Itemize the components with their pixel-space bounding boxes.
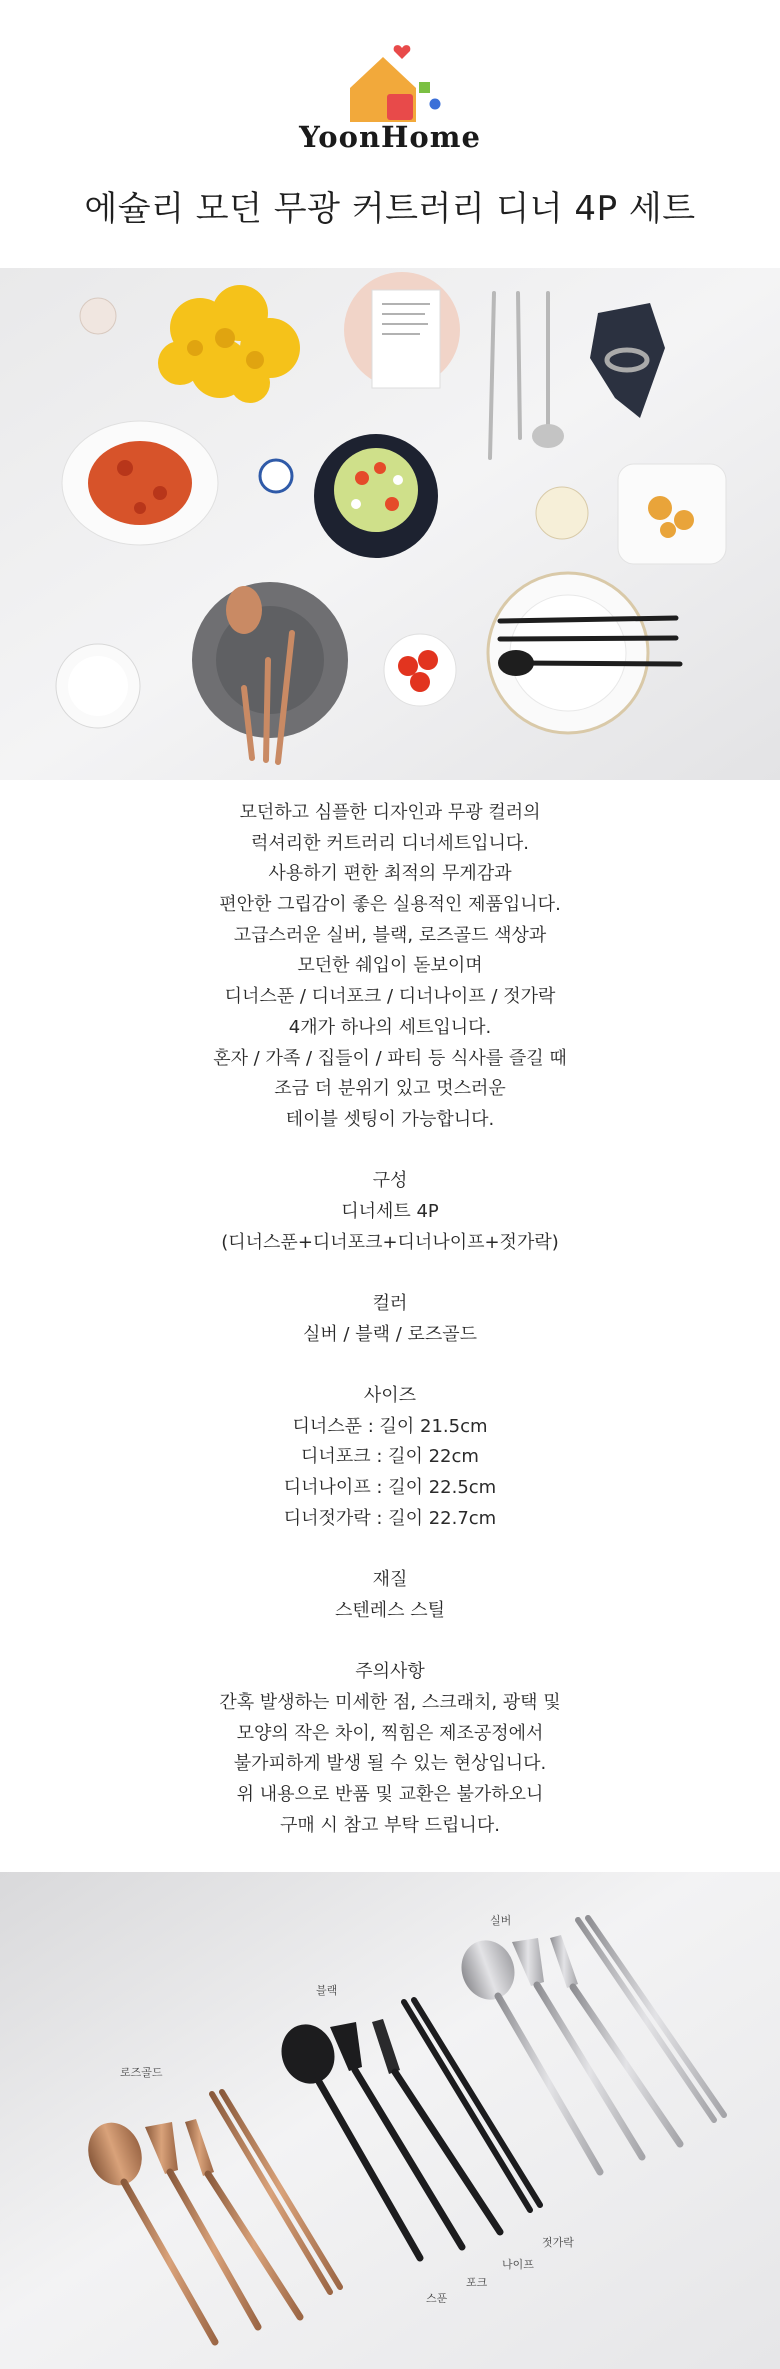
color-line: 실버 / 블랙 / 로즈골드	[302, 1323, 478, 1345]
hero-table-setting-photo	[0, 268, 780, 780]
size-line: 디너포크 : 길이 22cm	[301, 1446, 479, 1468]
intro-line: 모던한 쉐입이 돋보이며	[297, 955, 483, 977]
material-line: 스텐레스 스틸	[334, 1599, 446, 1621]
size-heading: 사이즈	[363, 1385, 417, 1407]
caution-line: 구매 시 참고 부탁 드립니다.	[280, 1814, 500, 1836]
label-spoon: 스푼	[426, 2292, 448, 2305]
label-knife: 나이프	[502, 2258, 534, 2271]
caution-heading: 주의사항	[355, 1661, 425, 1683]
intro-line: 사용하기 편한 최적의 무게감과	[268, 863, 512, 885]
color-heading: 컬러	[372, 1293, 408, 1314]
intro-line: 4개가 하나의 세트입니다.	[288, 1016, 492, 1038]
cutlery-illustration	[0, 1872, 780, 2369]
house-icon	[350, 45, 441, 122]
brand-name: YoonHome	[299, 120, 481, 154]
material-heading: 재질	[372, 1569, 408, 1591]
intro-line: 고급스러운 실버, 블랙, 로즈골드 색상과	[233, 924, 547, 946]
intro-line: 모던하고 심플한 디자인과 무광 컬러의	[239, 802, 541, 823]
intro-line: 테이블 셋팅이 가능합니다.	[285, 1108, 495, 1130]
label-silver: 실버	[490, 1914, 512, 1927]
intro-line: 조금 더 분위기 있고 멋스러운	[274, 1078, 506, 1100]
heart-icon	[394, 45, 411, 59]
label-fork: 포크	[466, 2276, 488, 2289]
size-line: 디너젓가락 : 길이 22.7cm	[283, 1507, 497, 1529]
intro-line: 편안한 그립감이 좋은 실용적인 제품입니다.	[219, 894, 561, 916]
label-black: 블랙	[316, 1984, 338, 1997]
intro-line: 럭셔리한 커트러리 디너세트입니다.	[251, 832, 529, 854]
product-title: 에슐리 모던 무광 커트러리 디너 4P 세트	[84, 189, 696, 229]
composition-heading: 구성	[372, 1170, 408, 1192]
caution-line: 모양의 작은 차이, 찍힘은 제조공정에서	[236, 1722, 544, 1744]
label-chopsticks: 젓가락	[542, 2236, 574, 2249]
intro-line: 디너스푼 / 디너포크 / 디너나이프 / 젓가락	[224, 986, 556, 1008]
size-line: 디너나이프 : 길이 22.5cm	[283, 1477, 497, 1499]
label-rosegold: 로즈골드	[120, 2066, 163, 2079]
intro-line: 혼자 / 가족 / 집들이 / 파티 등 식사를 즐길 때	[213, 1047, 567, 1069]
caution-line: 간혹 발생하는 미세한 점, 스크래치, 광택 및	[219, 1691, 561, 1713]
product-description	[0, 798, 780, 1841]
caution-line: 위 내용으로 반품 및 교환은 불가하오니	[236, 1784, 544, 1805]
composition-line: (디너스푼+디너포크+디너나이프+젓가락)	[221, 1231, 559, 1253]
caution-line: 불가피하게 발생 될 수 있는 현상입니다.	[233, 1753, 547, 1775]
cutlery-colors-photo	[0, 1872, 780, 2369]
composition-line: 디너세트 4P	[341, 1200, 439, 1222]
size-line: 디너스푼 : 길이 21.5cm	[292, 1415, 488, 1437]
